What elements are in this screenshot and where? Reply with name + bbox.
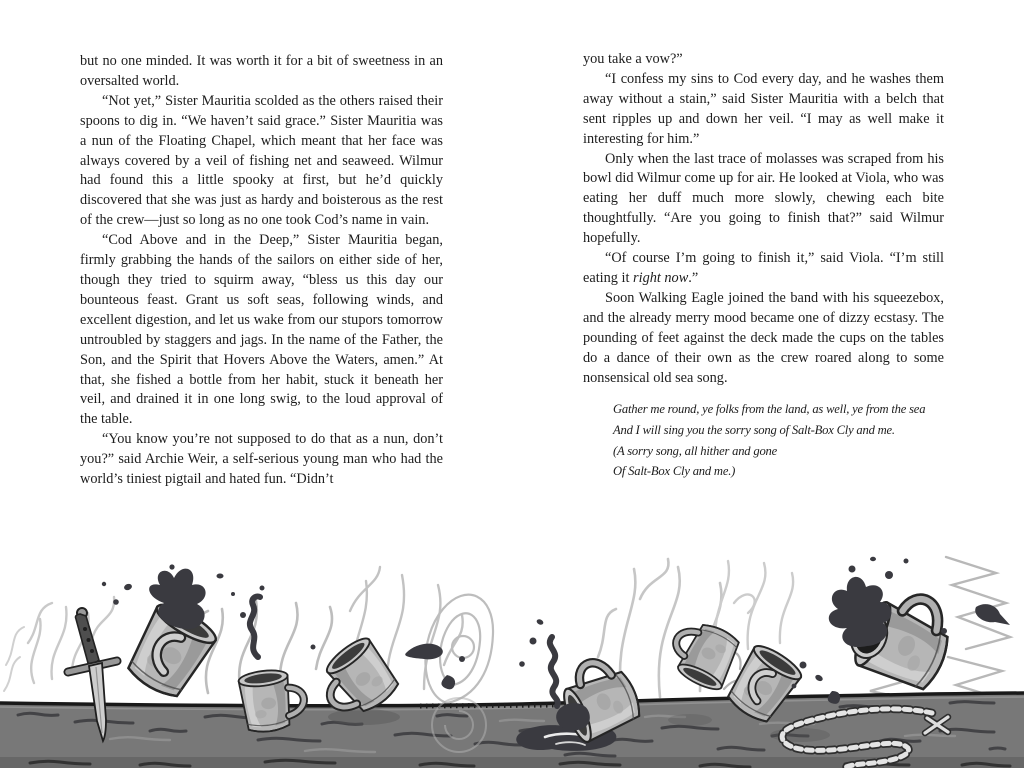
paragraph: “Of course I’m going to finish it,” said Viola. “I’m still eating it right now.” [583,250,944,286]
paragraph: Soon Walking Eagle joined the band with his squeezebox, and the already merry mood became one of dizzy ecstasy. The pounding of feet against the deck made the cups on the tables do a dance of their own as the crew roared along to some nonsensical old sea song. [583,289,944,386]
right-page-paragraphs [583,50,944,388]
verse-line: (A sorry song, all hither and gone [613,443,778,458]
verse-line: Gather me round, ye folks from the land, as well, ye from the sea [613,402,926,417]
paragraph: “You know you’re not supposed to do that as a nun, don’t you?” said Archie Weir, a self-serious young man who had the world’s tiniest pigtail and hated fun. “Didn’t [80,431,443,488]
paragraph: you take a vow?” [583,51,683,67]
deck-planks [0,693,1024,768]
paragraph: “Not yet,” Sister Mauritia scolded as the others raised their spoons to dig in. “We haven’t said grace.” Sister Mauritia was a nun of the Floating Chapel, which meant that her face was always covered by a veil of fishing net and seaweed. Wilmur had found this a little spooky at first, but he’d quickly discovered that she was just as hardy and boisterous as the rest of the crew—just so long as no one took Cod’s name in vain. [80,92,443,229]
sea-song-verse [613,399,944,481]
deck-illustration [0,545,1024,768]
left-page-text [80,52,443,490]
right-page-text [583,50,944,482]
verse-line: And I will sing you the sorry song of Salt-Box Cly and me. [613,423,895,437]
paragraph: “Cod Above and in the Deep,” Sister Mauritia began, firmly grabbing the hands of the sailors on either side of her, though they tried to squirm away, “bless us this day our bounteous feast. Grant us soft seas, following winds, and excellent digestion, and let us wake from our stupors tomorrow untroubled by staggers and jags. In the name of the Father, the Son, and the Spirit that Hovers Above the Waters, amen.” At that, she fished a bottle from her habit, stuck it beneath her veil, and drained it in one long swig, to the loud approval of the table. [80,232,443,428]
paragraph: Only when the last trace of molasses was scraped from his bowl did Wilmur come up for air. He looked at Viola, who was eating her duff much more slowly, chewing each bite thoughtfully. “Are you going to finish that?” said Wilmur hopefully. [583,150,944,247]
paragraph: “I confess my sins to Cod every day, and he washes them away without a stain,” said Sister Mauritia with a belch that sent ripples up and down her veil. “I may as well make it interesting for him.” [583,70,944,147]
verse-line: Of Salt-Box Cly and me.) [613,464,736,479]
paragraph: but no one minded. It was worth it for a bit of sweetness in an oversalted world. [80,53,443,89]
